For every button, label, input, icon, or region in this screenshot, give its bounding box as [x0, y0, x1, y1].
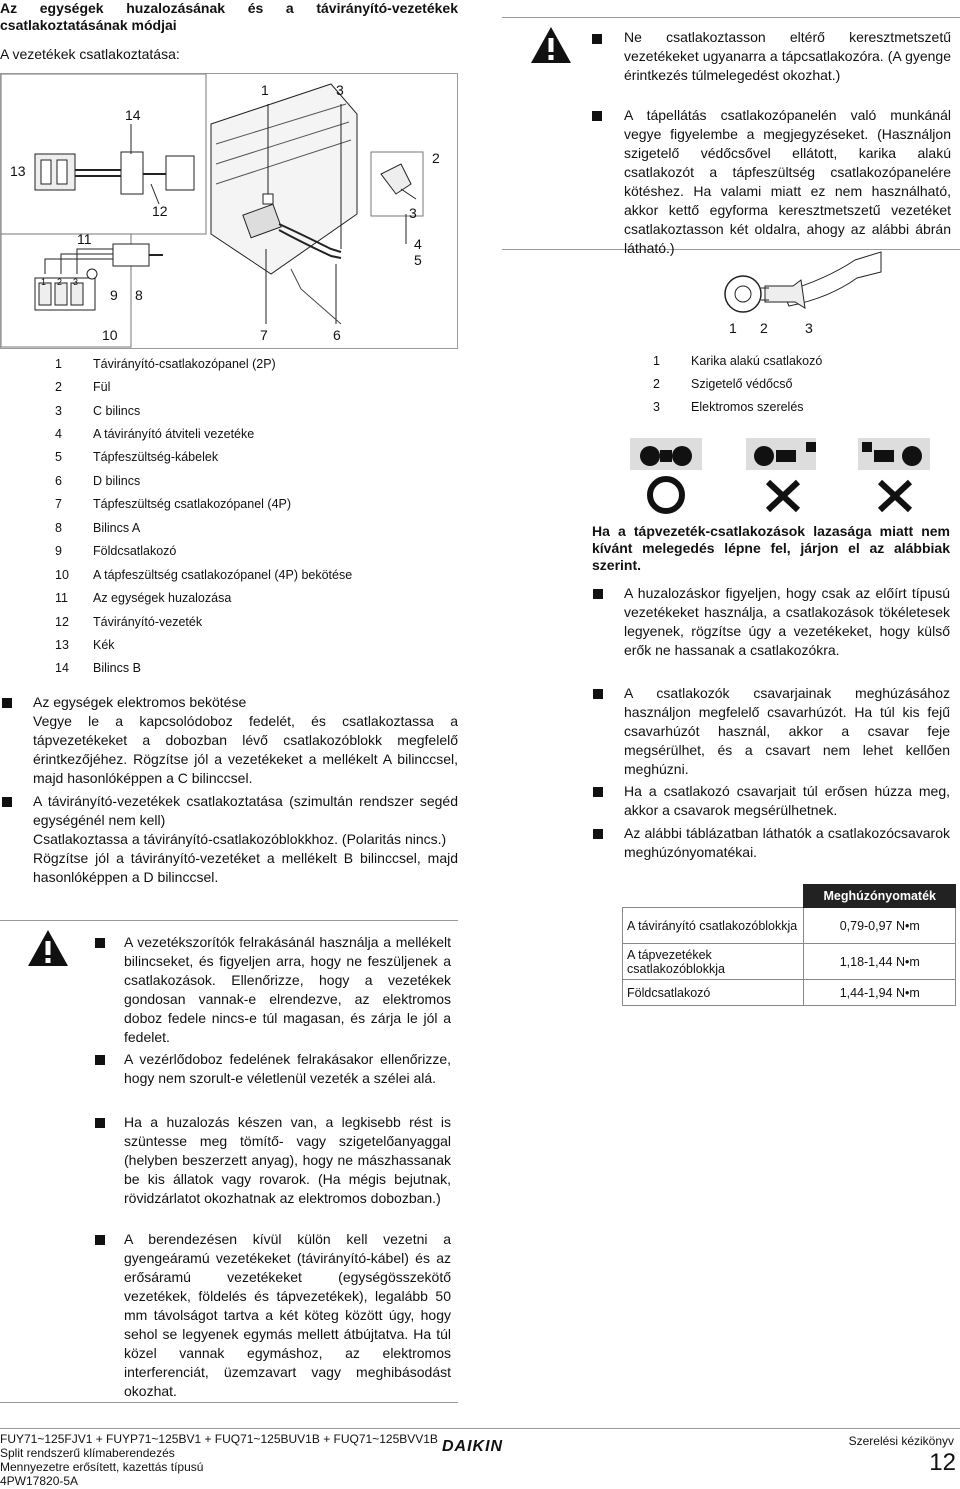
diagram-label-3a: 3 — [336, 82, 344, 98]
bullet-icon — [95, 1118, 105, 1128]
torque-row-name: A távirányító csatlakozóblokkja — [623, 908, 804, 944]
bullet-icon — [95, 938, 105, 948]
section-remote-body1: Csatlakoztassa a távirányító-csatlakozóblokkhoz. (Polaritás nincs.) — [33, 831, 447, 847]
torque-row-name: A tápvezetékek csatlakozóblokkja — [623, 944, 804, 980]
table-row — [623, 944, 956, 980]
overheat-item: Az alábbi táblázatban láthatók a csatlakozócsavarok meghúzónyomatékai. — [624, 825, 950, 860]
bullet-icon — [593, 829, 603, 839]
bullet-icon — [593, 589, 603, 599]
torque-table — [622, 884, 956, 1006]
footer-system: Split rendszerű klímaberendezés — [0, 1446, 175, 1460]
section-remote-wiring — [33, 792, 458, 887]
bullet-icon — [593, 787, 603, 797]
warning-icon — [530, 26, 572, 64]
bullet-icon — [2, 698, 12, 708]
warning-item: Ha a huzalozás készen van, a legkisebb rést is szüntesse meg tömítő- vagy szigetelőanyaggal (helyben beszerzett anyag), hogy ne mászhassanak be kis állatok vagy rovarok. (Ha mégis bejutnak, rövidzárlatot okozhatnak az elektromos dobozban.) — [124, 1114, 451, 1206]
torque-row-value: 1,18-1,44 N•m — [804, 944, 956, 980]
bullet-icon — [592, 111, 602, 121]
footer-model: FUY71~125FJV1 + FUYP71~125BV1 + FUQ71~125BUV1B + FUQ71~125BVV1B — [0, 1432, 438, 1446]
daikin-logo: DAIKIN — [442, 1438, 504, 1455]
table-row — [623, 908, 956, 944]
legend-left: 1 Távirányító-csatlakozópanel (2P) 2 Fül 3 C bilincs 4 A távirányító átviteli vezetéke 5 Tápfeszültség-kábelek 6 D bilincs 7 Tápfeszültség csatlakozópanel (4P) 8 Bilincs A 9 Földcsatlakozó 10 A tápfeszültség csatlakozópanel (4P) bekötése 11 Az egységek huzalozása 12 Távirányító-vezeték 13 Kék 14 Bilincs B — [55, 357, 353, 675]
section-electrical-body: Vegye le a kapcsolódoboz fedelét, és csatlakoztassa a tápvezetékeket a dobozban lévő csatlakozóblokk megfelelő érintkezőjéhez. Rögzítse jól a vezetékeket a mellékelt A bilinccsel, majd hasonlóképpen a C bilinccsel. — [33, 713, 458, 786]
diagram-label-1: 1 — [261, 82, 269, 98]
terminal-label-3: 3 — [73, 277, 79, 287]
footer-divider — [0, 1428, 960, 1429]
diagram-label-6: 6 — [333, 327, 341, 343]
warning-box-right — [502, 17, 960, 256]
connection-examples — [630, 436, 930, 514]
overheat-item: Ha a csatlakozó csavarjait túl erősen húzza meg, akkor a csavarok megsérülhetnek. — [624, 783, 950, 818]
footer-manual: Szerelési kézikönyv — [848, 1434, 954, 1448]
overheat-item: A csatlakozók csavarjainak meghúzásához használjon megfelelő csavarhúzót. Ha túl kis fejű csavarhúzót használ, akkor a csavar feje megsérülhet, és a csavart nem lehet kellően meghúzni. — [624, 685, 950, 777]
table-row — [623, 980, 956, 1006]
diagram-label-4: 4 — [414, 236, 422, 252]
bullet-icon — [593, 689, 603, 699]
diagram-label-9: 9 — [110, 287, 118, 303]
wiring-diagram — [0, 73, 458, 349]
diagram-label-14: 14 — [125, 107, 141, 123]
section-electrical — [33, 693, 458, 788]
footer-docnum: 4PW17820-5A — [0, 1474, 79, 1488]
warning-item: A vezetékszorítók felrakásánál használja a mellékelt bilincseket, és figyeljen arra, hogy ne feszüljenek a csatlakozások. Ellenőrizze, hogy a vezetékek gondosan vannak-e elrendezve, az elektromos doboz fedele nincs-e túl magasan, és zárja le jól a fedelet. — [124, 934, 451, 1045]
ring-label-3: 3 — [805, 320, 813, 336]
incorrect-connection-icon — [746, 438, 816, 510]
legend-right: 1 Karika alakú csatlakozó 2 Szigetelő védőcső 3 Elektromos szerelés — [653, 354, 823, 414]
diagram-label-3b: 3 — [409, 205, 417, 221]
section-subheading: A vezetékek csatlakoztatása: — [0, 46, 180, 62]
warning-item: A berendezésen kívül külön kell vezetni a gyengeáramú vezetékeket (távirányító-kábel) és az erősáramú vezetékeket (egységösszekötő vezetékek, földelés és tápvezetékek), legalább 50 mm távolságot tartva a két köteg között úgy, hogy sehol se legyenek egymás mellett átbújtatva. Ha túl közel vannak egymáshoz, az elektromos interferenciát, üzemzavart vagy meghibásodást okozhat. — [124, 1231, 451, 1399]
page-number: 12 — [929, 1449, 956, 1476]
wiring-diagram-drawing — [1, 74, 457, 348]
section-remote-title: A távirányító-vezetékek csatlakoztatása (szimultán rendszer segéd egységénél nem kell) — [33, 793, 458, 828]
diagram-label-8: 8 — [135, 287, 143, 303]
ring-terminal-figure — [705, 250, 885, 342]
warning-item: Ne csatlakoztasson eltérő keresztmetszetű vezetékeket ugyanarra a tápcsatlakozóra. (A gyenge érintkezés túlmelegedést okozhat.) — [624, 29, 951, 83]
section-heading: Az egységek huzalozásának és a távirányító-vezetékek csatlakoztatásának módjai — [0, 0, 458, 33]
incorrect-connection-icon — [858, 438, 930, 510]
torque-row-value: 1,44-1,94 N•m — [804, 980, 956, 1006]
bullet-icon — [2, 797, 12, 807]
bullet-icon — [95, 1235, 105, 1245]
diagram-label-13: 13 — [10, 163, 26, 179]
warning-item: A tápellátás csatlakozópanelén való munkánál vegye figyelembe a megjegyzéseket. (Használjon szigetelő védőcsővel ellátott, karika alakú csatlakozót a tápfeszültség csatlakozópanelére kötéshez. Ha valami miatt ez nem használható, akkor kettő egyforma keresztmetszetű vezetéket csatlakoztasson két oldalra, ahogy az alábbi ábrán látható.) — [624, 107, 951, 256]
terminal-label-2: 2 — [57, 277, 63, 287]
footer-type: Mennyezetre erősített, kazettás típusú — [0, 1460, 204, 1474]
footer-left — [0, 1432, 450, 1488]
terminal-label-1: 1 — [41, 277, 47, 287]
diagram-label-2: 2 — [432, 150, 440, 166]
section-electrical-title: Az egységek elektromos bekötése — [33, 694, 247, 710]
section-remote-body2: Rögzítse jól a távirányító-vezetéket a mellékelt B bilinccsel, majd hasonlóképpen a D bilinccsel. — [33, 850, 458, 885]
ring-label-2: 2 — [760, 320, 768, 336]
bullet-icon — [95, 1055, 105, 1065]
torque-row-name: Földcsatlakozó — [623, 980, 804, 1006]
diagram-label-11: 11 — [77, 231, 92, 247]
warning-box-left — [0, 920, 458, 1403]
diagram-label-10: 10 — [102, 327, 118, 343]
bullet-icon — [592, 34, 602, 44]
correct-connection-icon — [630, 438, 702, 511]
torque-header: Meghúzónyomaték — [804, 885, 956, 908]
torque-row-value: 0,79-0,97 N•m — [804, 908, 956, 944]
overheat-item: A huzalozáskor figyeljen, hogy csak az előírt típusú vezetékeket használja, a csatlakozások tökéletesek legyenek, rögzítse úgy a vezetékeket, hogy külső erők ne hassanak a csatlakozókra. — [624, 585, 950, 658]
ring-terminal-drawing — [705, 250, 885, 320]
diagram-label-12: 12 — [152, 203, 168, 219]
warning-icon — [27, 929, 69, 967]
ring-label-1: 1 — [729, 320, 737, 336]
warning-item: A vezérlődoboz fedelének felrakásakor ellenőrizze, hogy nem szorult-e véletlenül vezeték a szélei alá. — [124, 1051, 451, 1086]
overheat-title: Ha a tápvezeték-csatlakozások lazasága miatt nem kívánt melegedés lépne fel, járjon el az alábbiak szerint. — [592, 523, 950, 573]
diagram-label-7: 7 — [260, 327, 268, 343]
diagram-label-5: 5 — [414, 252, 422, 268]
